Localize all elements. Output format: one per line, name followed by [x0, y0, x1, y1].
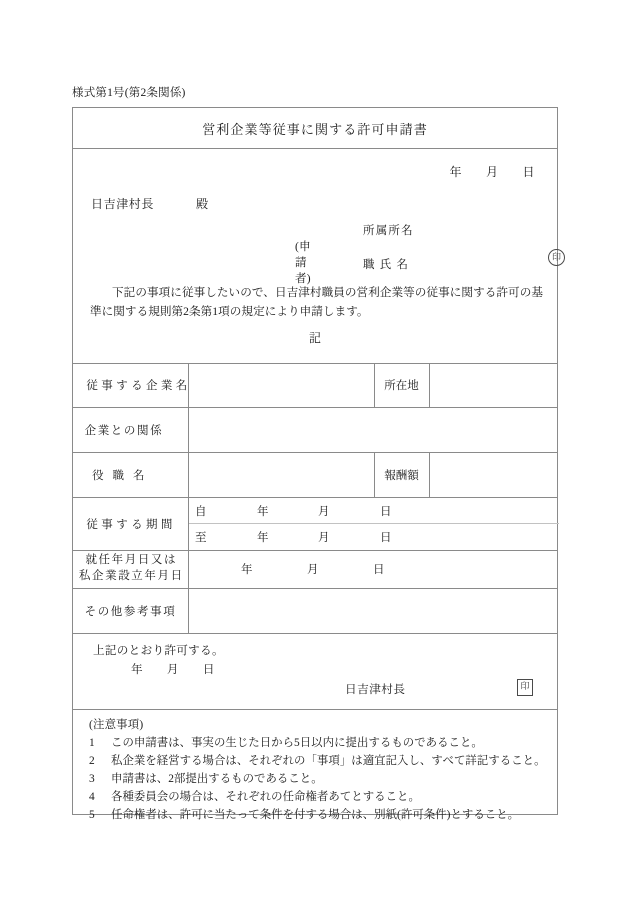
approval-month: 月: [166, 663, 179, 676]
note-number: 1: [89, 737, 95, 750]
value-location[interactable]: [429, 363, 559, 407]
appointment-year: 年: [241, 564, 253, 576]
note-item: [89, 734, 547, 752]
table-rule-period-split: [188, 523, 559, 524]
label-period: 従事する期間: [86, 518, 176, 531]
addressee-honorific: 殿: [196, 197, 209, 211]
applicant-affiliation-label: 所属所名: [363, 225, 414, 237]
note-number: 5: [89, 809, 95, 822]
label-location: 所在地: [384, 380, 419, 392]
approval-seal-stamp-icon: 印: [517, 679, 533, 696]
application-date-line: [449, 163, 535, 180]
date-day-label: 日: [522, 165, 535, 179]
approval-year: 年: [131, 663, 143, 676]
ki-mark: 記: [308, 331, 321, 345]
label-appointment-date-line1: 就任年月日又は: [85, 554, 178, 567]
period-to-row[interactable]: [195, 529, 392, 545]
date-month-label: 月: [485, 165, 499, 179]
label-position: 役職名: [92, 469, 154, 482]
label-appointment-date-line2: 私企業設立年月日: [78, 570, 184, 582]
period-to-month: 月: [318, 532, 330, 544]
note-text: 各種委員会の場合は、それぞれの任命権者あてとすること。: [111, 791, 420, 804]
note-item: [89, 806, 547, 824]
note-text: この申請書は、事実の生じた日から5日以内に提出するものであること。: [111, 737, 483, 750]
value-position[interactable]: [188, 452, 374, 497]
period-to-label: 至: [195, 532, 207, 544]
note-number: 2: [89, 755, 95, 768]
value-appointment-date[interactable]: [241, 561, 385, 577]
note-text: 任命権者は、許可に当たって条件を付する場合は、別紙(許可条件)とすること。: [111, 809, 520, 822]
addressee-name: 日吉津村長: [91, 197, 155, 211]
value-remuneration[interactable]: [429, 452, 559, 497]
note-text: 私企業を経営する場合は、それぞれの「事項」は適宜記入し、すべて詳記すること。: [111, 755, 546, 768]
period-from-year: 年: [257, 506, 269, 518]
appointment-day: 日: [373, 564, 385, 576]
note-number: 4: [89, 791, 95, 804]
divider-above-notes: [73, 709, 557, 710]
page-title: 営利企業等従事に関する許可申請書: [202, 122, 428, 137]
application-body-text: 下記の事項に従事したいので、日吉津村職員の営利企業等の従事に関する許可の基準に関する規則第2条第1項の規定により申請します。: [90, 286, 543, 318]
applicant-tag: (申請者): [295, 241, 311, 285]
note-text: 申請書は、2部提出するものであること。: [111, 773, 323, 786]
divider-title: [73, 148, 557, 149]
approval-date-line[interactable]: [131, 661, 215, 677]
form-number: 様式第1号(第2条関係): [72, 87, 186, 99]
period-from-label: 自: [195, 506, 207, 518]
note-item: [89, 752, 547, 770]
seal-stamp-icon: 印: [548, 249, 565, 266]
date-year-label: 年: [449, 165, 462, 179]
note-item: [89, 788, 547, 806]
approval-signer: 日吉津村長: [345, 683, 406, 696]
appointment-month: 月: [307, 564, 319, 576]
addressee-line: [91, 195, 209, 212]
applicant-fields: [363, 221, 414, 275]
applicant-name-label: 職 氏 名: [363, 259, 410, 271]
note-number: 3: [89, 773, 95, 786]
form-frame: [72, 107, 561, 822]
notes-section: [89, 716, 547, 824]
approval-day: 日: [202, 663, 215, 676]
value-company-relation[interactable]: [188, 407, 559, 452]
approval-statement: 上記のとおり許可する。: [93, 644, 224, 657]
label-other-remarks: その他参考事項: [84, 605, 177, 618]
value-company-name[interactable]: [188, 363, 374, 407]
note-item: [89, 770, 547, 788]
period-to-day: 日: [380, 532, 392, 544]
period-from-month: 月: [318, 506, 330, 518]
notes-heading: (注意事項): [89, 719, 144, 731]
label-appointment-date: [73, 550, 188, 588]
label-remuneration: 報酬額: [384, 469, 419, 482]
period-from-day: 日: [380, 506, 392, 518]
label-company-name: 従事する企業名: [86, 380, 191, 392]
table-rule-6: [73, 633, 557, 634]
period-to-year: 年: [257, 532, 269, 544]
period-from-row[interactable]: [195, 503, 392, 519]
value-other-remarks[interactable]: [188, 588, 559, 633]
label-company-relation: 企業との関係: [84, 424, 164, 437]
